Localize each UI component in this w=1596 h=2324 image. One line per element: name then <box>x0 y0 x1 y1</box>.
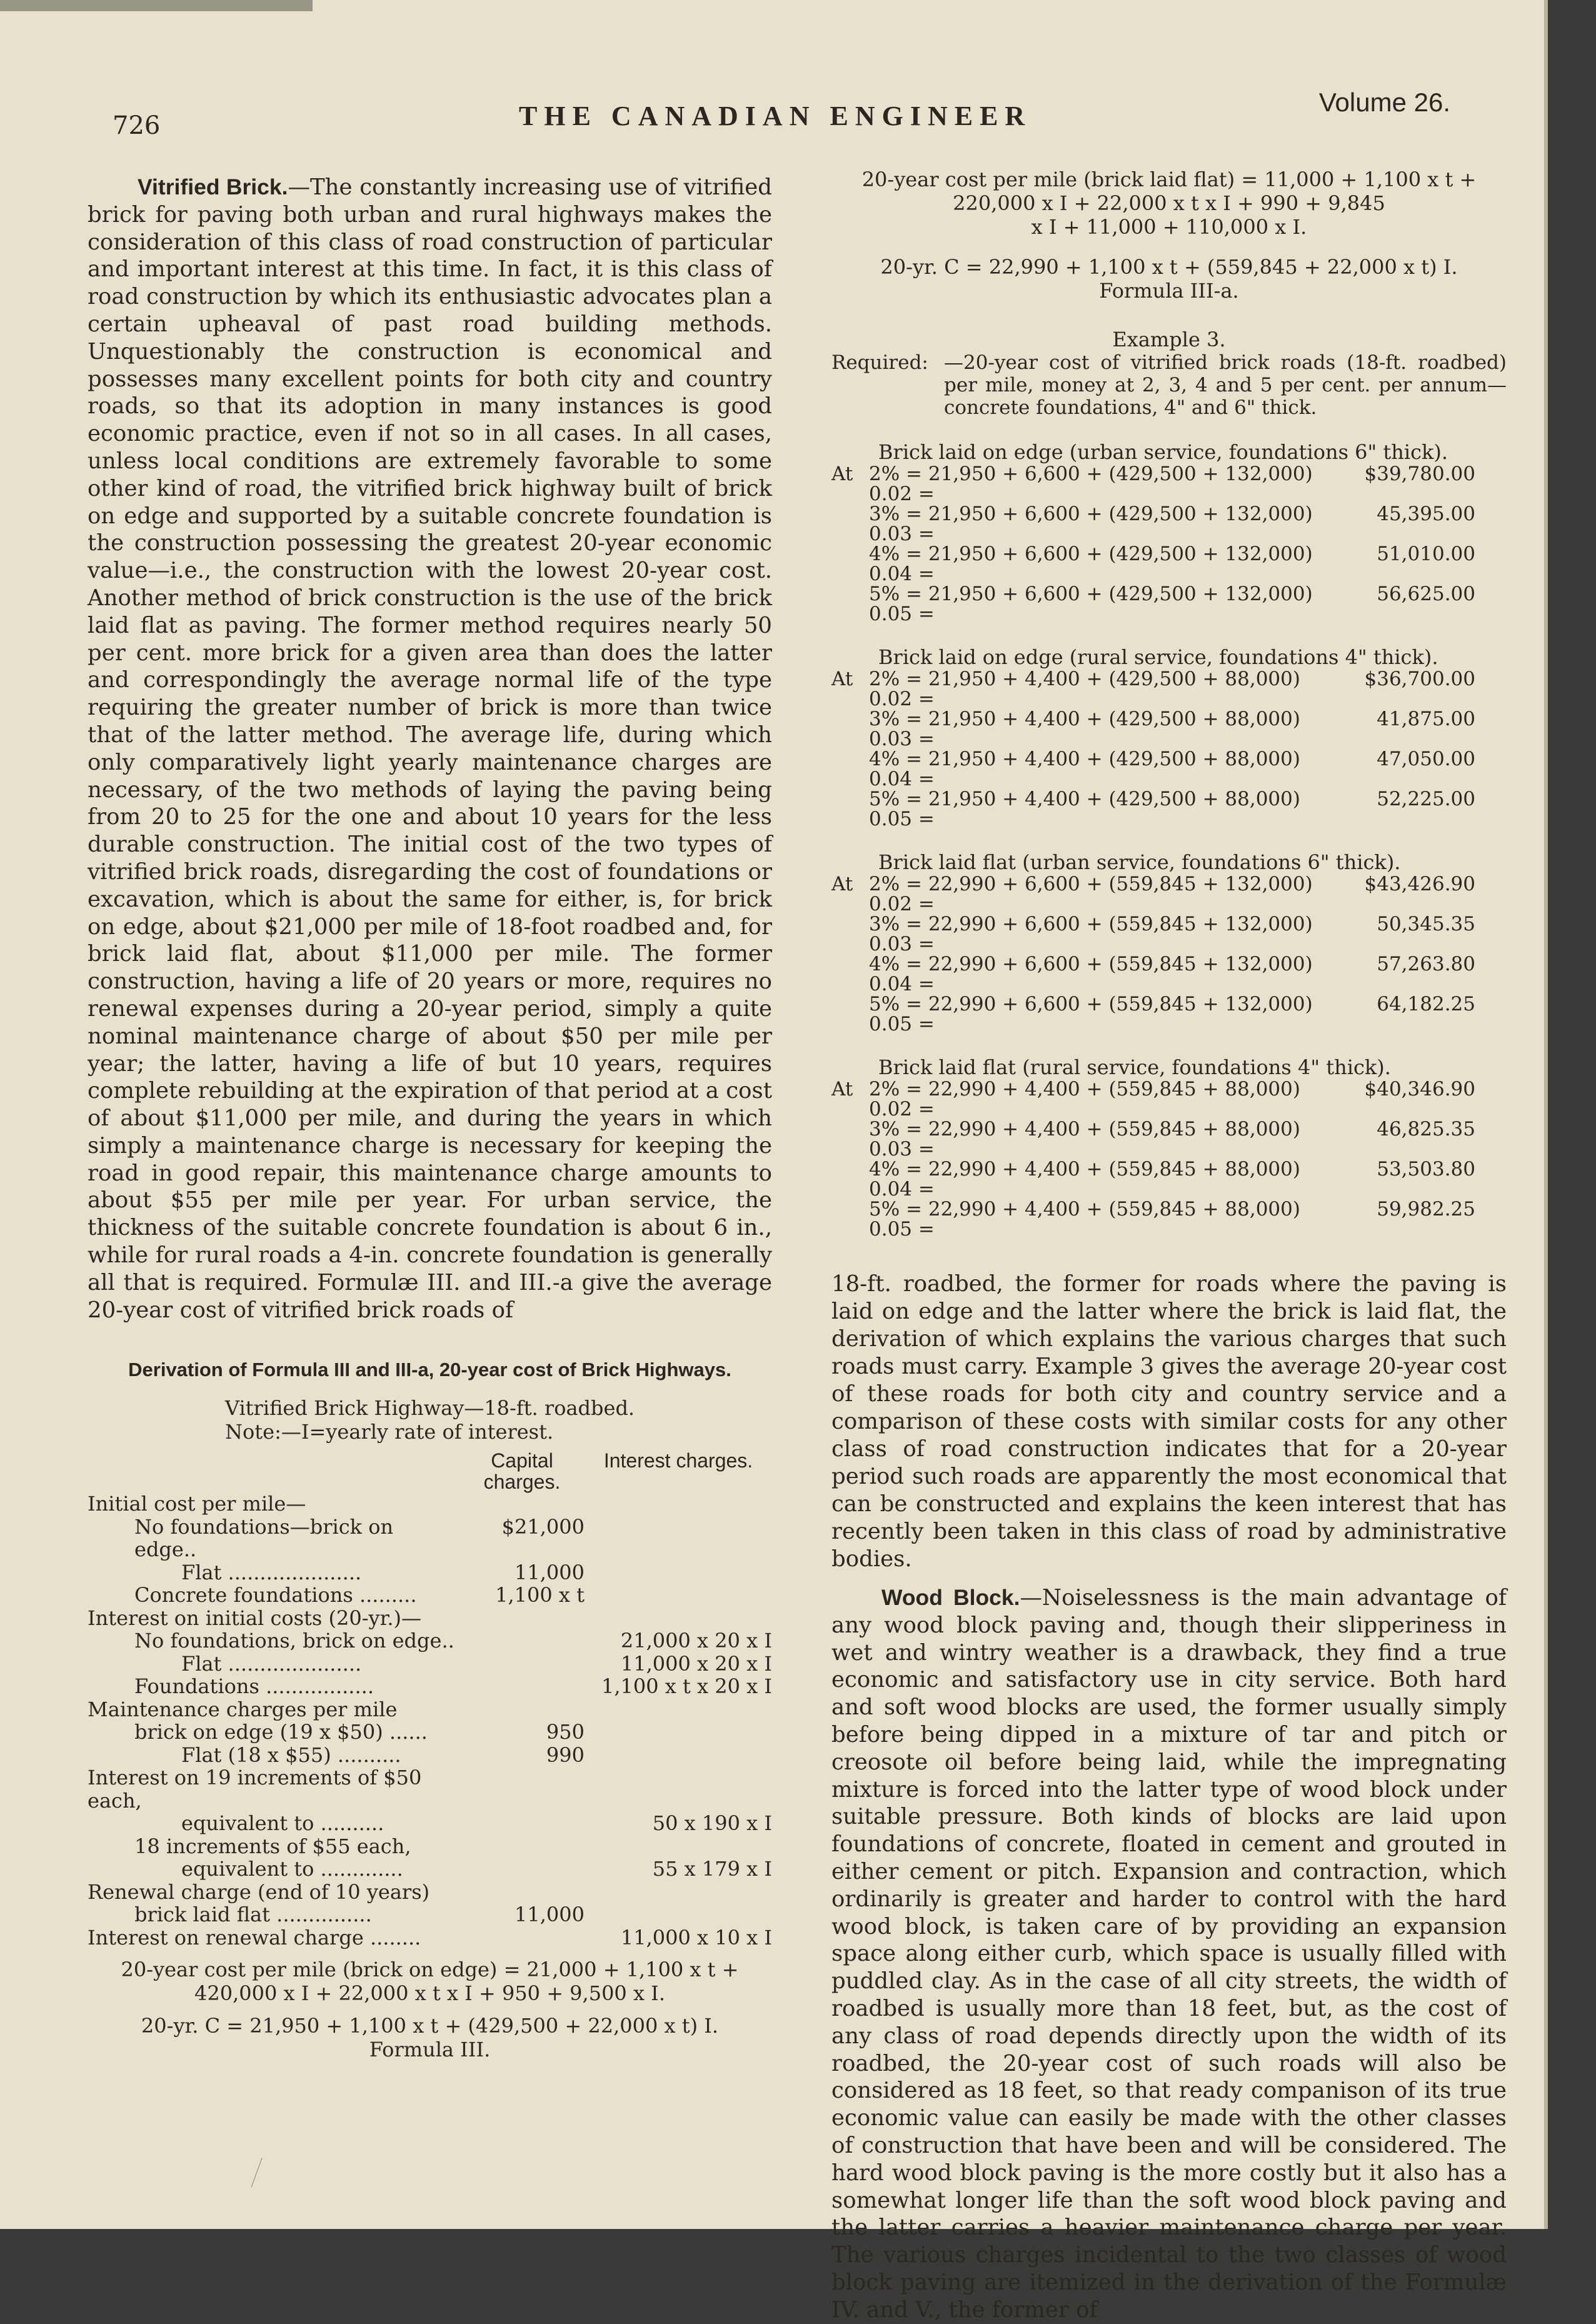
row-label: Renewal charge (end of 10 years) <box>88 1879 430 1904</box>
row-label: Initial cost per mile— <box>88 1492 306 1516</box>
result-value: 51,010.00 <box>1377 543 1475 565</box>
interest-cell: 55 x 179 x I <box>652 1857 772 1881</box>
vitrified-brick-paragraph <box>88 174 772 1324</box>
scan-edge <box>0 0 313 11</box>
result-at <box>831 709 869 749</box>
result-value: $40,346.90 <box>1364 1078 1475 1100</box>
result-value: 52,225.00 <box>1377 788 1475 810</box>
capital-cell <box>459 1652 585 1676</box>
row-label: 18 increments of $55 each, <box>134 1834 411 1858</box>
interest-cell <box>585 1721 772 1744</box>
result-equation: 4% = 22,990 + 6,600 + (559,845 + 132,000) 0.04 = <box>869 953 1313 995</box>
result-equation: 3% = 21,950 + 4,400 + (429,500 + 88,000) 0.03 = <box>869 708 1300 750</box>
interest-cell <box>585 1698 772 1721</box>
wood-block-text: —Noiselessness is the main advantage of any wood block paving and, though their slipperiness in wet and wintry weather is a drawback, they find a true economic and satisfactory use in city service. Both hard and soft wood blocks are used, the former usually simply before being dipped in a mixture of tar and pitch or creosote oil before being laid, while the impregnating mixture is forced into the latter type of wood block under suitable pressure. Both kinds of blocks are laid upon foundations of concrete, floated in cement and grouted in either cement or pitch. Expansion and contraction, which ordinarily is greater and harder to control with the hard wood block, is taken care of by providing an expansion space along either curb, which space is usually filled with puddled clay. As in the case of all city streets, the width of roadbed is usually more than 18 feet, but, as the cost of any class of road depends directly upon the width of its roadbed, the 20-year cost of such roads will also be considered as 18 feet, so that ready companison of its true economic value can easily be made with the other classes of construction that have been and will be considered. The hard wood block paving is the more costly but it also has a somewhat longer life than the soft wood block paving and the latter carries a heavier maintenance charge per year. The various charges incidental to the two classes of wood block paving are itemized in the derivation of the Formulæ IV. and V., the former of <box>831 1585 1507 2323</box>
result-equation: 2% = 22,990 + 4,400 + (559,845 + 88,000) 0.02 = <box>869 1078 1300 1120</box>
result-group <box>831 440 1507 624</box>
capital-charges-header: Capital charges. <box>483 1449 561 1494</box>
result-at <box>831 584 869 624</box>
table-row <box>88 1721 772 1744</box>
capital-cell <box>459 1492 585 1516</box>
derivation-subtitle: Vitrified Brick Highway—18-ft. roadbed. <box>224 1396 635 1421</box>
interest-cell <box>585 1835 772 1858</box>
table-row <box>88 1652 772 1676</box>
interest-cell: 11,000 x 10 x I <box>620 1925 772 1949</box>
capital-cell <box>459 1858 585 1881</box>
result-equation: 3% = 22,990 + 6,600 + (559,845 + 132,000) 0.03 = <box>869 913 1313 955</box>
required-text: —20-year cost of vitrified brick roads (18-ft. roadbed) per mile, money at 2, 3, 4 and 5 per cent. per annum—concrete foundations, 4" and 6" thick. <box>944 351 1507 419</box>
row-label: Flat ..................... <box>181 1651 362 1676</box>
row-label: Foundations ................. <box>134 1674 374 1699</box>
capital-cell <box>459 1675 585 1698</box>
formula-iii-line-1: 20-year cost per mile (brick on edge) = 21,000 + 1,100 x t + <box>121 1958 739 1982</box>
result-row <box>831 1079 1507 1119</box>
continuation-paragraph: 18-ft. roadbed, the former for roads where the paving is laid on edge and the latter where the brick is laid flat, the derivation of which explains the various charges that such roads must carry. Example 3 gives the average 20-year cost of these roads for both city and country service and a comparison of these costs with similar costs for any other class of road construction indicates that for a 20-year period such roads are apparently the most economical that can be constructed and explains the keen interest that has recently been taken in this class of road by administrative bodies. <box>831 1271 1507 1572</box>
result-value: 57,263.80 <box>1377 953 1475 975</box>
table-row <box>88 1744 772 1767</box>
capital-cell <box>459 1629 585 1652</box>
table-row <box>88 1858 772 1881</box>
result-equation: 2% = 22,990 + 6,600 + (559,845 + 132,000) 0.02 = <box>869 873 1313 915</box>
result-at: At <box>831 668 853 690</box>
result-row <box>831 914 1507 954</box>
result-equation: 4% = 21,950 + 4,400 + (429,500 + 88,000) 0.04 = <box>869 748 1300 790</box>
result-group-heading: Brick laid on edge (rural service, foundations 4" thick). <box>878 645 1438 669</box>
interest-cell <box>585 1903 772 1926</box>
row-label: No foundations, brick on edge.. <box>134 1629 454 1653</box>
result-row <box>831 584 1507 624</box>
capital-cell: 990 <box>546 1743 585 1767</box>
capital-cell: 11,000 <box>514 1560 585 1584</box>
result-group <box>831 645 1507 829</box>
result-value: $39,780.00 <box>1364 463 1475 485</box>
result-value: 47,050.00 <box>1377 748 1475 770</box>
interest-cell <box>585 1744 772 1767</box>
result-row <box>831 1119 1507 1159</box>
table-row <box>88 1903 772 1926</box>
derivation-table <box>88 1450 772 1949</box>
result-equation: 4% = 22,990 + 4,400 + (559,845 + 88,000) 0.04 = <box>869 1158 1300 1200</box>
row-label: Interest on 19 increments of $50 each, <box>88 1766 422 1813</box>
interest-cell: 21,000 x 20 x I <box>620 1629 772 1653</box>
row-label: equivalent to .......... <box>181 1811 384 1836</box>
section-heading-wood-block: Wood Block. <box>881 1585 1020 1610</box>
capital-cell <box>459 1698 585 1721</box>
result-row <box>831 544 1507 584</box>
result-equation: 5% = 22,990 + 4,400 + (559,845 + 88,000) 0.05 = <box>869 1198 1300 1240</box>
result-equation: 3% = 21,950 + 6,600 + (429,500 + 132,000) 0.03 = <box>869 503 1313 545</box>
result-group <box>831 1055 1507 1239</box>
result-row <box>831 1159 1507 1199</box>
result-at <box>831 914 869 954</box>
row-label: Flat (18 x $55) .......... <box>181 1743 401 1767</box>
result-equation: 2% = 21,950 + 6,600 + (429,500 + 132,000) 0.02 = <box>869 463 1313 505</box>
result-at <box>831 544 869 584</box>
result-row <box>831 464 1507 504</box>
result-value: 64,182.25 <box>1377 993 1475 1015</box>
formula-iii-a-line-4: 20-yr. C = 22,990 + 1,100 x t + (559,845 + 22,000 x t) I. <box>880 255 1458 279</box>
result-at <box>831 749 869 789</box>
result-equation: 5% = 21,950 + 6,600 + (429,500 + 132,000) 0.05 = <box>869 583 1313 625</box>
table-row <box>88 1492 772 1516</box>
interest-cell: 1,100 x t x 20 x I <box>601 1674 772 1699</box>
page-number: 726 <box>113 111 161 140</box>
capital-cell <box>459 1607 585 1630</box>
capital-cell <box>459 1881 585 1904</box>
interest-cell: 50 x 190 x I <box>652 1811 772 1836</box>
left-column <box>88 174 772 2061</box>
result-at <box>831 504 869 544</box>
table-row <box>88 1516 772 1561</box>
result-group-heading: Brick laid flat (rural service, foundations 4" thick). <box>878 1055 1391 1079</box>
formula-iii-a-line-1: 20-year cost per mile (brick laid flat) = 11,000 + 1,100 x t + <box>861 168 1477 191</box>
result-equation: 3% = 22,990 + 4,400 + (559,845 + 88,000) 0.03 = <box>869 1118 1300 1160</box>
row-label: brick on edge (19 x $50) ...... <box>134 1720 428 1744</box>
formula-iii-line-3: 20-yr. C = 21,950 + 1,100 x t + (429,500 + 22,000 x t) I. <box>141 2014 719 2038</box>
derivation-title: Derivation of Formula III and III-a, 20-year cost of Brick Highways. <box>128 1359 731 1381</box>
formula-iii-a-line-2: 220,000 x I + 22,000 x t x I + 990 + 9,845 <box>953 191 1385 215</box>
result-row <box>831 504 1507 544</box>
result-at <box>831 789 869 829</box>
table-row <box>88 1812 772 1835</box>
result-row <box>831 1199 1507 1239</box>
formula-iii-a-line-3: x I + 11,000 + 110,000 x I. <box>1031 215 1307 239</box>
required-label: Required: <box>831 351 928 374</box>
result-row <box>831 709 1507 749</box>
result-at <box>831 1119 869 1159</box>
formula-iii-a-name: Formula III-a. <box>1099 279 1239 303</box>
result-at <box>831 1159 869 1199</box>
formula-iii-line-2: 420,000 x I + 22,000 x t x I + 950 + 9,500 x I. <box>194 1981 665 2006</box>
result-value: 45,395.00 <box>1377 503 1475 525</box>
result-group-heading: Brick laid on edge (urban service, foundations 6" thick). <box>878 440 1448 464</box>
result-row <box>831 954 1507 994</box>
row-label: brick laid flat ............... <box>134 1903 372 1927</box>
derivation-note: Note:—I=yearly rate of interest. <box>225 1420 554 1444</box>
example-title: Example 3. <box>1112 328 1226 351</box>
result-value: 59,982.25 <box>1377 1198 1475 1220</box>
page-header <box>113 88 1450 140</box>
vitrified-brick-text: —The constantly increasing use of vitrified brick for paving both urban and rural highways makes the consideration of this class of road construction of particular and important interest at this time. In fact, it is this class of road construction by which its enthusiastic advocates plan a certain upheaval of past road building methods. Unquestionably the construction is economical and possesses many excellent points for both city and country roads, so that its adoption in many instances is good economic practice, even if not so in all cases. In all cases, unless local conditions are extremely favorable to some other kind of road, the vitrified brick highway built of brick on edge and supported by a suitable concrete foundation is the construction possessing the greatest 20-year economic value—i.e., the construction with the lowest 20-year cost. Another method of brick construction is the use of the brick laid flat as paving. The former method requires nearly 50 per cent. more brick for a given area than does the latter and correspondingly the average normal life of the type requiring the greater number of brick is more than twice that of the latter method. The average life, during which only comparatively light yearly maintenance charges are necessary, of the two methods of laying the paving being from 20 to 25 for the one and about 10 years for the less durable construction. The initial cost of the two types of vitrified brick roads, disregarding the cost of foundations or excavation, which is about the same for either, is, for brick on edge, about $21,000 per mile of 18-foot roadbed and, for brick laid flat, about $11,000 per mile. The former construction, having a life of 20 years or more, requires no renewal expenses during a 20-year period, simply a quite nominal maintenance charge of about $50 per mile per year; the latter, having a life of but 10 years, requires complete rebuilding at the expiration of that period at a cost of about $11,000 per mile, and during the years in which simply a maintenance charge is necessary for keeping the road in good repair, this maintenance charge amounts to about $55 per mile per year. For urban service, the thickness of the suitable concrete foundation is about 6 in., while for rural roads a 4-in. concrete foundation is generally all that is required. Formulæ III. and III.-a give the average 20-year cost of vitrified brick roads of <box>88 174 772 1323</box>
table-row <box>88 1675 772 1698</box>
example-results <box>831 440 1507 1239</box>
row-label: Interest on renewal charge ........ <box>88 1925 421 1949</box>
interest-cell <box>585 1492 772 1516</box>
capital-cell: 1,100 x t <box>495 1583 585 1607</box>
result-value: $36,700.00 <box>1364 668 1475 690</box>
capital-cell: 11,000 <box>514 1903 585 1927</box>
result-value: 46,825.35 <box>1377 1118 1475 1140</box>
row-label: Maintenance charges per mile <box>88 1697 398 1721</box>
interest-cell <box>585 1881 772 1904</box>
result-value: 56,625.00 <box>1377 583 1475 605</box>
scan-mark <box>251 2158 262 2187</box>
row-label: Concrete foundations ......... <box>134 1583 417 1607</box>
formula-iii-name: Formula III. <box>369 2038 491 2062</box>
result-row <box>831 669 1507 709</box>
capital-cell: $21,000 <box>501 1514 585 1539</box>
table-row <box>88 1835 772 1858</box>
right-column <box>831 168 1507 2324</box>
result-group <box>831 850 1507 1034</box>
result-row <box>831 874 1507 914</box>
table-row <box>88 1607 772 1630</box>
result-at <box>831 1199 869 1239</box>
result-group-heading: Brick laid flat (urban service, foundations 6" thick). <box>878 850 1401 874</box>
result-row <box>831 749 1507 789</box>
section-heading-vitrified-brick: Vitrified Brick. <box>138 174 288 199</box>
result-value: $43,426.90 <box>1364 873 1475 895</box>
wood-block-paragraph <box>831 1584 1507 2324</box>
result-at: At <box>831 463 853 485</box>
table-header-row <box>88 1450 772 1492</box>
table-row <box>88 1629 772 1652</box>
interest-charges-header: Interest charges. <box>603 1449 753 1472</box>
result-at: At <box>831 873 853 895</box>
result-at <box>831 994 869 1034</box>
result-row <box>831 994 1507 1034</box>
interest-cell <box>585 1516 772 1561</box>
table-row <box>88 1561 772 1584</box>
result-equation: 5% = 21,950 + 4,400 + (429,500 + 88,000) 0.05 = <box>869 788 1300 830</box>
capital-cell <box>459 1812 585 1835</box>
capital-cell <box>459 1835 585 1858</box>
result-equation: 5% = 22,990 + 6,600 + (559,845 + 132,000) 0.05 = <box>869 993 1313 1035</box>
result-equation: 2% = 21,950 + 4,400 + (429,500 + 88,000) 0.02 = <box>869 668 1300 710</box>
table-row <box>88 1881 772 1904</box>
result-value: 50,345.35 <box>1377 913 1475 935</box>
table-row <box>88 1926 772 1949</box>
result-at: At <box>831 1078 853 1100</box>
result-equation: 4% = 21,950 + 6,600 + (429,500 + 132,000) 0.04 = <box>869 543 1313 585</box>
row-label: Flat ..................... <box>181 1560 362 1584</box>
row-label: No foundations—brick on edge.. <box>134 1514 394 1562</box>
capital-cell: 950 <box>546 1720 585 1744</box>
result-at <box>831 954 869 994</box>
table-row <box>88 1698 772 1721</box>
result-value: 41,875.00 <box>1377 708 1475 730</box>
capital-cell <box>459 1926 585 1949</box>
capital-cell <box>459 1766 585 1812</box>
interest-cell <box>585 1584 772 1607</box>
volume-label: Volume 26. <box>1318 88 1450 117</box>
example-requirement <box>831 351 1507 419</box>
row-label: Interest on initial costs (20-yr.)— <box>88 1606 422 1630</box>
interest-cell <box>585 1561 772 1584</box>
journal-title: THE CANADIAN ENGINEER <box>519 101 1032 131</box>
table-row <box>88 1584 772 1607</box>
table-row <box>88 1766 772 1812</box>
interest-cell <box>585 1607 772 1630</box>
result-row <box>831 789 1507 829</box>
interest-cell: 11,000 x 20 x I <box>620 1651 772 1676</box>
result-value: 53,503.80 <box>1377 1158 1475 1180</box>
row-label: equivalent to ............. <box>181 1857 403 1881</box>
interest-cell <box>585 1766 772 1812</box>
